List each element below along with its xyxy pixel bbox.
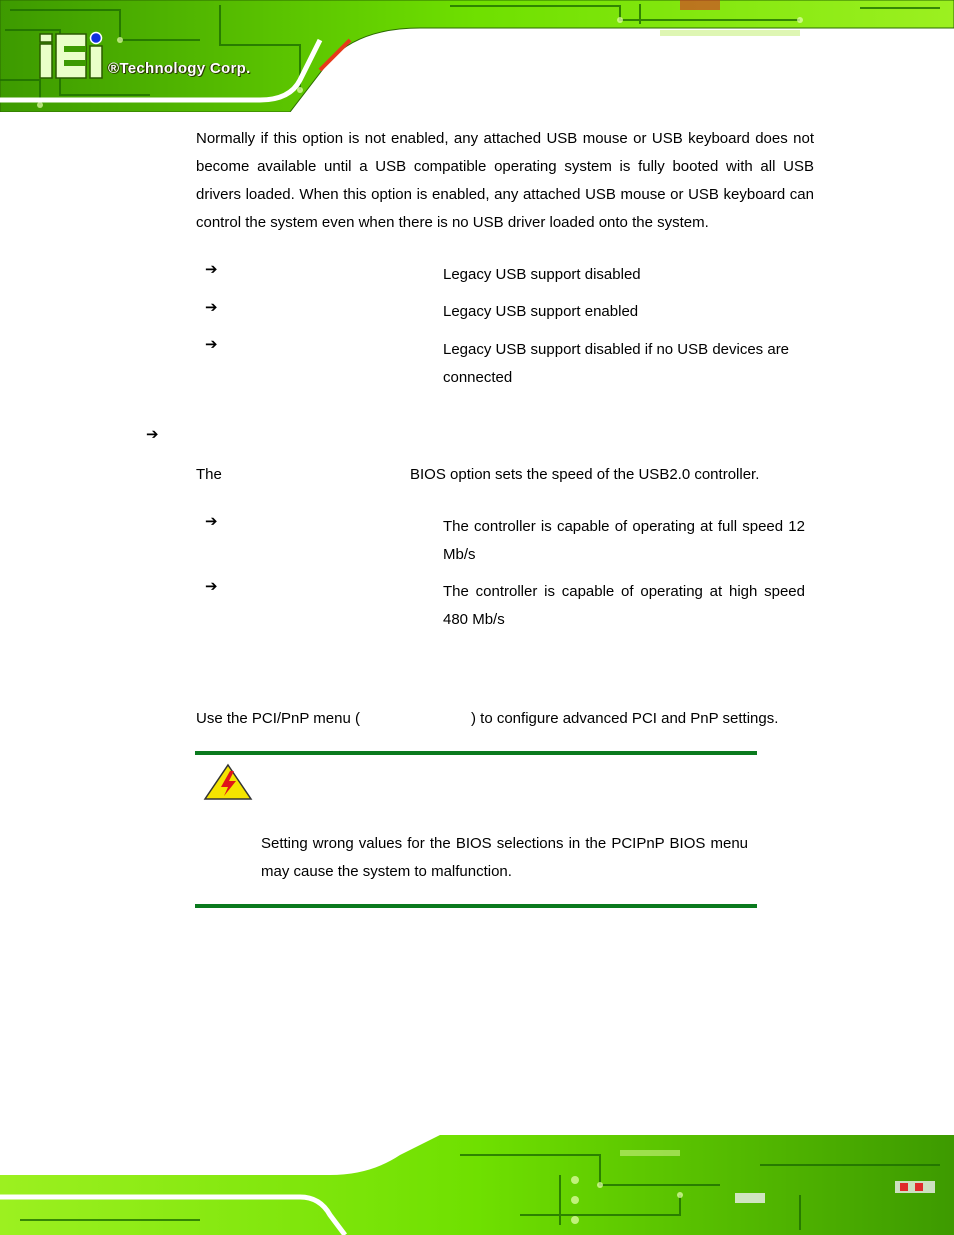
legacy-option-disabled-desc: Legacy USB support disabled [443,266,641,283]
logo-tagline: ®Technology Corp. [108,60,251,77]
warning-bottom-rule [195,904,757,908]
bullet-arrow-icon: ➔ [205,335,218,353]
bullet-arrow-icon: ➔ [205,298,218,316]
bullet-arrow-icon: ➔ [205,512,218,530]
pci-intro-prefix: Use the PCI/PnP menu ( [196,710,360,727]
footer-banner [0,1125,954,1235]
bullet-arrow-icon: ➔ [205,577,218,595]
section-arrow-icon: ➔ [146,425,159,443]
circuit-board-graphic [0,0,954,112]
speed-option-high-desc: The controller is capable of operating at high speed 480 Mb/s [443,583,805,628]
pci-intro-suffix: ) to configure advanced PCI and PnP settings. [471,710,779,727]
speed-option-full-desc: The controller is capable of operating at full speed 12 Mb/s [443,518,805,563]
circuit-board-graphic [0,1125,954,1235]
header-banner [0,0,954,112]
warning-icon [203,763,253,801]
legacy-option-auto-desc: Legacy USB support disabled if no USB devices are connected [443,341,790,386]
speed-intro-suffix: BIOS option sets the speed of the USB2.0 controller. [410,466,760,483]
iei-logo-mark [40,33,102,79]
warning-text: Setting wrong values for the BIOS selections in the PCIPnP BIOS menu may cause the system to malfunction. [261,835,748,880]
speed-intro-prefix: The [196,466,222,483]
bullet-arrow-icon: ➔ [205,260,218,278]
legacy-option-enabled-desc: Legacy USB support enabled [443,303,639,320]
warning-top-rule [195,751,757,755]
intro-paragraph: Normally if this option is not enabled, any attached USB mouse or USB keyboard does not become available until a USB compatible operating system is fully booted with all USB drivers loaded. When this option is enabled, any attached USB mouse or USB keyboard can control the system even when there is no USB driver loaded onto the system. [196,130,814,231]
